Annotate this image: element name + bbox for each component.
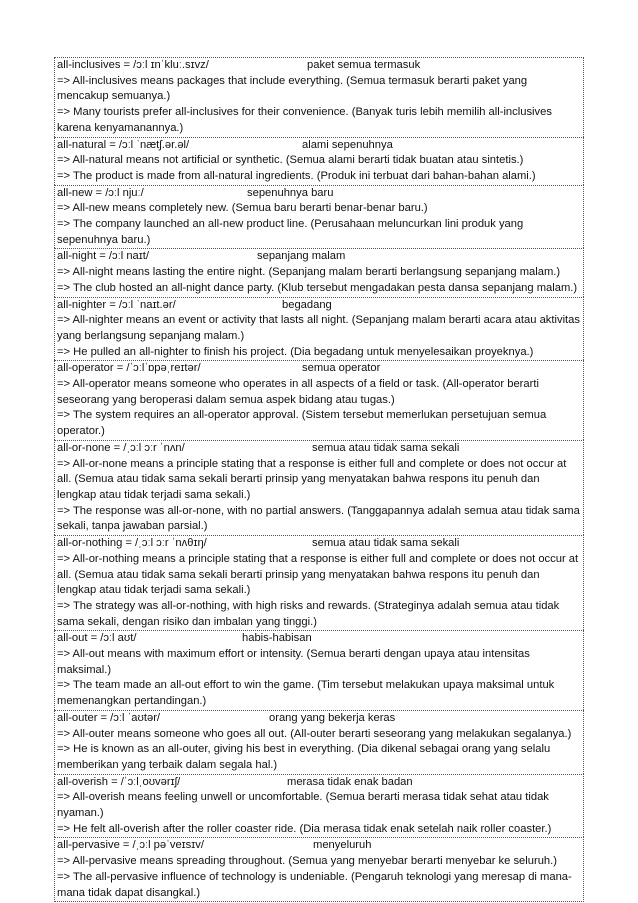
example-line: => All-inclusives means packages that include everything. (Semua termasuk berarti paket yang mencakup semuanya.) bbox=[57, 74, 528, 103]
example-line: => The strategy was all-or-nothing, with high risks and rewards. (Strateginya adalah semua atau tidak sama sekali, dengan risiko dan imbalan yang tinggi.) bbox=[57, 599, 560, 628]
translation: semua atau tidak sama sekali bbox=[312, 441, 460, 454]
example-line: => The club hosted an all-night dance party. (Klub tersebut mengadakan pesta dansa sepanjang malam.) bbox=[57, 281, 578, 294]
headword-pronunciation: all-outer = /ɔːl ˈaʊtər/ bbox=[57, 711, 161, 724]
vocab-entry bbox=[54, 837, 584, 902]
translation: orang yang bekerja keras bbox=[269, 711, 396, 724]
vocab-entry bbox=[54, 710, 584, 774]
vocab-entry bbox=[54, 297, 584, 361]
translation: merasa tidak enak badan bbox=[287, 775, 413, 788]
vocab-entry bbox=[54, 360, 584, 440]
entry-heading bbox=[57, 186, 581, 202]
example-line: => All-overish means feeling unwell or uncomfortable. (Semua berarti merasa tidak sehat atau tidak nyaman.) bbox=[57, 791, 549, 820]
example-line: => The system requires an all-operator approval. (Sistem tersebut memerlukan persetujuan semua operator.) bbox=[57, 409, 547, 438]
vocab-entry bbox=[54, 440, 584, 535]
example-line: => All-out means with maximum effort or intensity. (Semua berarti dengan upaya atau intensitas maksimal.) bbox=[57, 648, 530, 676]
example-line: => All-or-none means a principle stating that a response is either full and complete or does not occur at all. (Semua atau tidak sama sekali berarti prinsip yang menyatakan bahwa respons itu penuh dan lengkap atau tidak terjadi sama sekali.) bbox=[57, 457, 567, 501]
example-line: => The company launched an all-new product line. (Perusahaan meluncurkan lini produk yang sepenuhnya baru.) bbox=[57, 218, 524, 246]
headword-pronunciation: all-or-none = /ˌɔːl ɔːr ˈnʌn/ bbox=[57, 441, 185, 454]
example-line: => All-new means completely new. (Semua baru berarti benar-benar baru.) bbox=[57, 202, 428, 215]
entry-heading bbox=[57, 631, 581, 647]
entry-heading bbox=[57, 441, 581, 457]
headword-pronunciation: all-pervasive = /ˌɔːl pəˈveɪsɪv/ bbox=[57, 839, 204, 852]
example-line: => The all-pervasive influence of technology is undeniable. (Pengaruh teknologi yang meresap di mana-mana tidak dapat disangkal.) bbox=[57, 870, 572, 899]
headword-pronunciation: all-night = /ɔːl naɪt/ bbox=[57, 250, 149, 263]
vocabulary-list bbox=[54, 57, 584, 902]
vocab-entry bbox=[54, 774, 584, 838]
entry-heading bbox=[57, 711, 581, 727]
entry-heading bbox=[57, 138, 581, 154]
vocab-entry bbox=[54, 185, 584, 249]
example-line: => He pulled an all-nighter to finish his project. (Dia begadang untuk menyelesaikan proyeknya.) bbox=[57, 345, 534, 358]
translation: habis-habisan bbox=[242, 632, 312, 645]
example-line: => The response was all-or-none, with no partial answers. (Tanggapannya adalah semua atau tidak sama sekali, tanpa jawaban parsial.) bbox=[57, 504, 580, 533]
example-line: => All-operator means someone who operates in all aspects of a field or task. (All-operator berarti seseorang yang beroperasi dalam semua aspek bidang atau tugas.) bbox=[57, 378, 539, 406]
translation: semua atau tidak sama sekali bbox=[312, 537, 460, 550]
translation: menyeluruh bbox=[313, 839, 372, 852]
example-line: => Many tourists prefer all-inclusives for their convenience. (Banyak turis lebih memilih all-inclusives karena kenyamanannya.) bbox=[57, 106, 552, 134]
entry-heading bbox=[57, 536, 581, 552]
example-line: => All-pervasive means spreading throughout. (Semua yang menyebar berarti menyebar ke seluruh.) bbox=[57, 855, 557, 868]
entry-heading bbox=[57, 361, 581, 377]
example-line: => All-night means lasting the entire night. (Sepanjang malam berarti berlangsung sepanjang malam.) bbox=[57, 266, 561, 279]
headword-pronunciation: all-inclusives = /ɔːl ɪnˈkluː.sɪvz/ bbox=[57, 59, 209, 71]
example-line: => The team made an all-out effort to win the game. (Tim tersebut melakukan upaya maksimal untuk memenangkan pertandingan.) bbox=[57, 679, 555, 708]
entry-heading bbox=[57, 838, 581, 854]
headword-pronunciation: all-out = /ɔːl aʊt/ bbox=[57, 632, 137, 645]
translation: alami sepenuhnya bbox=[302, 138, 393, 151]
vocab-entry bbox=[54, 248, 584, 296]
headword-pronunciation: all-nighter = /ɔːl ˈnaɪt.ər/ bbox=[57, 298, 176, 311]
headword-pronunciation: all-natural = /ɔːl ˈnætʃ.ər.əl/ bbox=[57, 138, 190, 151]
translation: paket semua termasuk bbox=[307, 59, 421, 71]
vocab-entry bbox=[54, 630, 584, 710]
headword-pronunciation: all-overish = /ˈɔːlˌoʊvərɪʃ/ bbox=[57, 775, 181, 788]
vocab-entry bbox=[54, 137, 584, 185]
example-line: => He is known as an all-outer, giving his best in everything. (Dia dikenal sebagai orang yang selalu memberikan yang terbaik dalam segala hal.) bbox=[57, 743, 551, 771]
vocab-entry bbox=[54, 535, 584, 630]
headword-pronunciation: all-or-nothing = /ˌɔːl ɔːr ˈnʌθɪŋ/ bbox=[57, 537, 207, 550]
vocab-entry bbox=[54, 57, 584, 137]
entry-heading bbox=[57, 298, 581, 314]
entry-heading bbox=[57, 249, 581, 265]
example-line: => The product is made from all-natural ingredients. (Produk ini terbuat dari bahan-bahan alami.) bbox=[57, 169, 536, 182]
example-line: => All-outer means someone who goes all out. (All-outer berarti seseorang yang melakukan segalanya.) bbox=[57, 727, 572, 740]
translation: semua operator bbox=[302, 362, 381, 375]
entry-heading bbox=[57, 775, 581, 791]
translation: sepanjang malam bbox=[257, 250, 346, 263]
example-line: => All-natural means not artificial or synthetic. (Semua alami berarti tidak buatan atau sintetis.) bbox=[57, 154, 524, 167]
translation: begadang bbox=[282, 298, 332, 311]
example-line: => He felt all-overish after the roller coaster ride. (Dia merasa tidak enak setelah naik roller coaster.) bbox=[57, 822, 552, 835]
headword-pronunciation: all-operator = /ˈɔːlˈɒpəˌreɪtər/ bbox=[57, 362, 201, 375]
example-line: => All-or-nothing means a principle stating that a response is either full and complete or does not occur at all. (Semua atau tidak sama sekali berarti prinsip yang menyatakan bahwa respons itu penuh dan lengkap atau tidak terjadi sama sekali.) bbox=[57, 552, 579, 597]
entry-heading bbox=[57, 58, 581, 74]
translation: sepenuhnya baru bbox=[247, 186, 334, 199]
headword-pronunciation: all-new = /ɔːl njuː/ bbox=[57, 186, 144, 199]
example-line: => All-nighter means an event or activity that lasts all night. (Sepanjang malam berarti acara atau aktivitas yang berlangsung sepanjang malam.) bbox=[57, 314, 580, 342]
